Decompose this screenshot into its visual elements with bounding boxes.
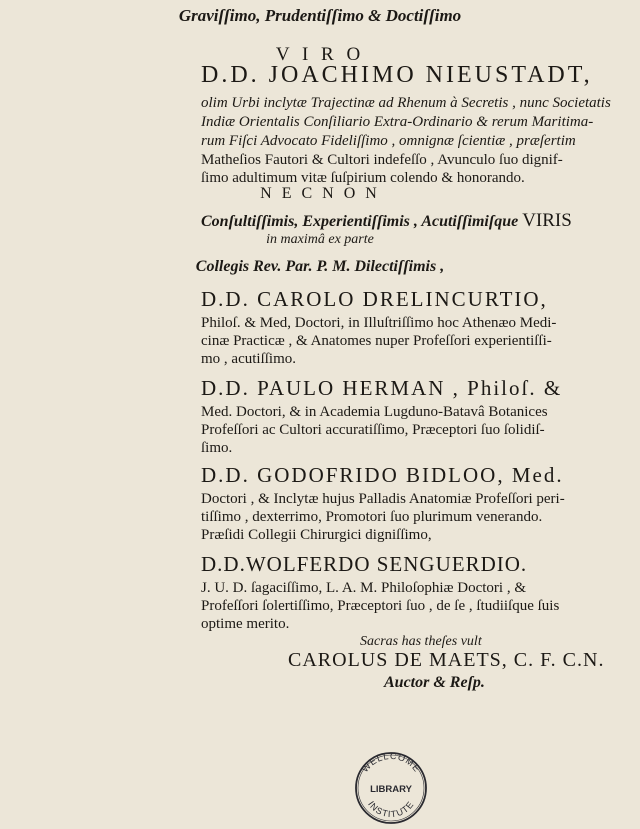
doctor-name: D.D. CAROLO DRELINCURTIO, xyxy=(201,287,548,311)
name-prefix: D.D. xyxy=(201,62,260,88)
nec-non: N E C N O N xyxy=(260,185,380,202)
svg-text:WELLCOME xyxy=(360,751,423,774)
doctor-line: Profeſſori ac Cultori accuratiſſimo, Præceptori ſuo ſolidiſ- xyxy=(201,422,545,438)
recipient-line: rum Fiſci Advocato Fideliſſimo , omnignæ ſcientiæ , præſertim xyxy=(201,133,576,149)
doctor-line: J. U. D. ſagaciſſimo, L. A. M. Philoſophiæ Doctori , & xyxy=(201,580,526,596)
stamp-seal-icon xyxy=(352,748,430,824)
recipient-name xyxy=(201,62,593,89)
doctor-line: tiſſimo , dexterrimo, Promotori ſuo plurimum venerando. xyxy=(201,509,543,525)
doctor-line: Profeſſori ſolertiſſimo, Præceptori ſuo , de ſe , ſtudiiſque ſuis xyxy=(201,598,560,614)
stamp-center-text: LIBRARY xyxy=(370,784,412,795)
name-main: JOACHIMO NIEUSTADT, xyxy=(268,62,593,88)
doctor-line: ſimo. xyxy=(201,440,233,456)
recipient-line: ſimo adultimum vitæ ſuſpirium colendo & honorando. xyxy=(201,170,525,186)
stamp-bottom-text: INSTITUTE xyxy=(366,799,416,820)
doctor-line: Philoſ. & Med, Doctori, in Illuſtriſſimo hoc Athenæo Medi- xyxy=(201,315,557,331)
doctor-line: mo , acutiſſimo. xyxy=(201,351,296,367)
doctor-name: D.D. GODOFRIDO BIDLOO, Med. xyxy=(201,463,564,487)
author-role: Auctor & Reſp. xyxy=(384,674,485,691)
group-line-1-italic: Conſultiſſimis, Experientiſſimis , Acutiſſimiſque xyxy=(201,213,519,230)
doctor-line: Doctori , & Inclytæ hujus Palladis Anatomiæ Profeſſori peri- xyxy=(201,491,565,507)
doctor-line: Præſidi Collegii Chirurgici digniſſimo, xyxy=(201,527,432,543)
group-line-2: in maximâ ex parte xyxy=(266,232,374,247)
dedication-heading: Graviſſimo, Prudentiſſimo & Doctiſſimo xyxy=(178,6,462,25)
doctor-line: cinæ Practicæ , & Anatomes nuper Profeſſori experientiſſi- xyxy=(201,333,552,349)
doctor-line: Med. Doctori, & in Academia Lugduno-Batavâ Botanices xyxy=(201,404,548,420)
doctor-name: D.D. PAULO HERMAN , Philoſ. & xyxy=(201,376,563,400)
recipient-line: olim Urbi inclytæ Trajectinæ ad Rhenum à Secretis , nunc Societatis xyxy=(201,95,611,111)
recipient-line: Matheſios Fautori & Cultori indefeſſo , Avunculo ſuo dignif- xyxy=(201,152,563,168)
doctor-line: optime merito. xyxy=(201,616,290,632)
author-name: CAROLUS DE MAETS, C. F. C.N. xyxy=(288,649,605,671)
viro-heading: V I R O xyxy=(275,44,365,65)
stamp-top-text: WELLCOME xyxy=(359,750,423,775)
sacras-line: Sacras has theſes vult xyxy=(360,634,482,649)
group-line-1 xyxy=(201,210,572,232)
doctor-name: D.D.WOLFERDO SENGUERDIO. xyxy=(201,552,528,576)
group-line-1-caps: VIRIS xyxy=(522,210,572,231)
recipient-line: Indiæ Orientalis Conſiliario Extra-Ordinario & rerum Maritima- xyxy=(201,114,594,130)
group-line-3: Collegis Rev. Par. P. M. Dilectiſſimis , xyxy=(195,258,445,275)
library-stamp xyxy=(352,748,430,824)
